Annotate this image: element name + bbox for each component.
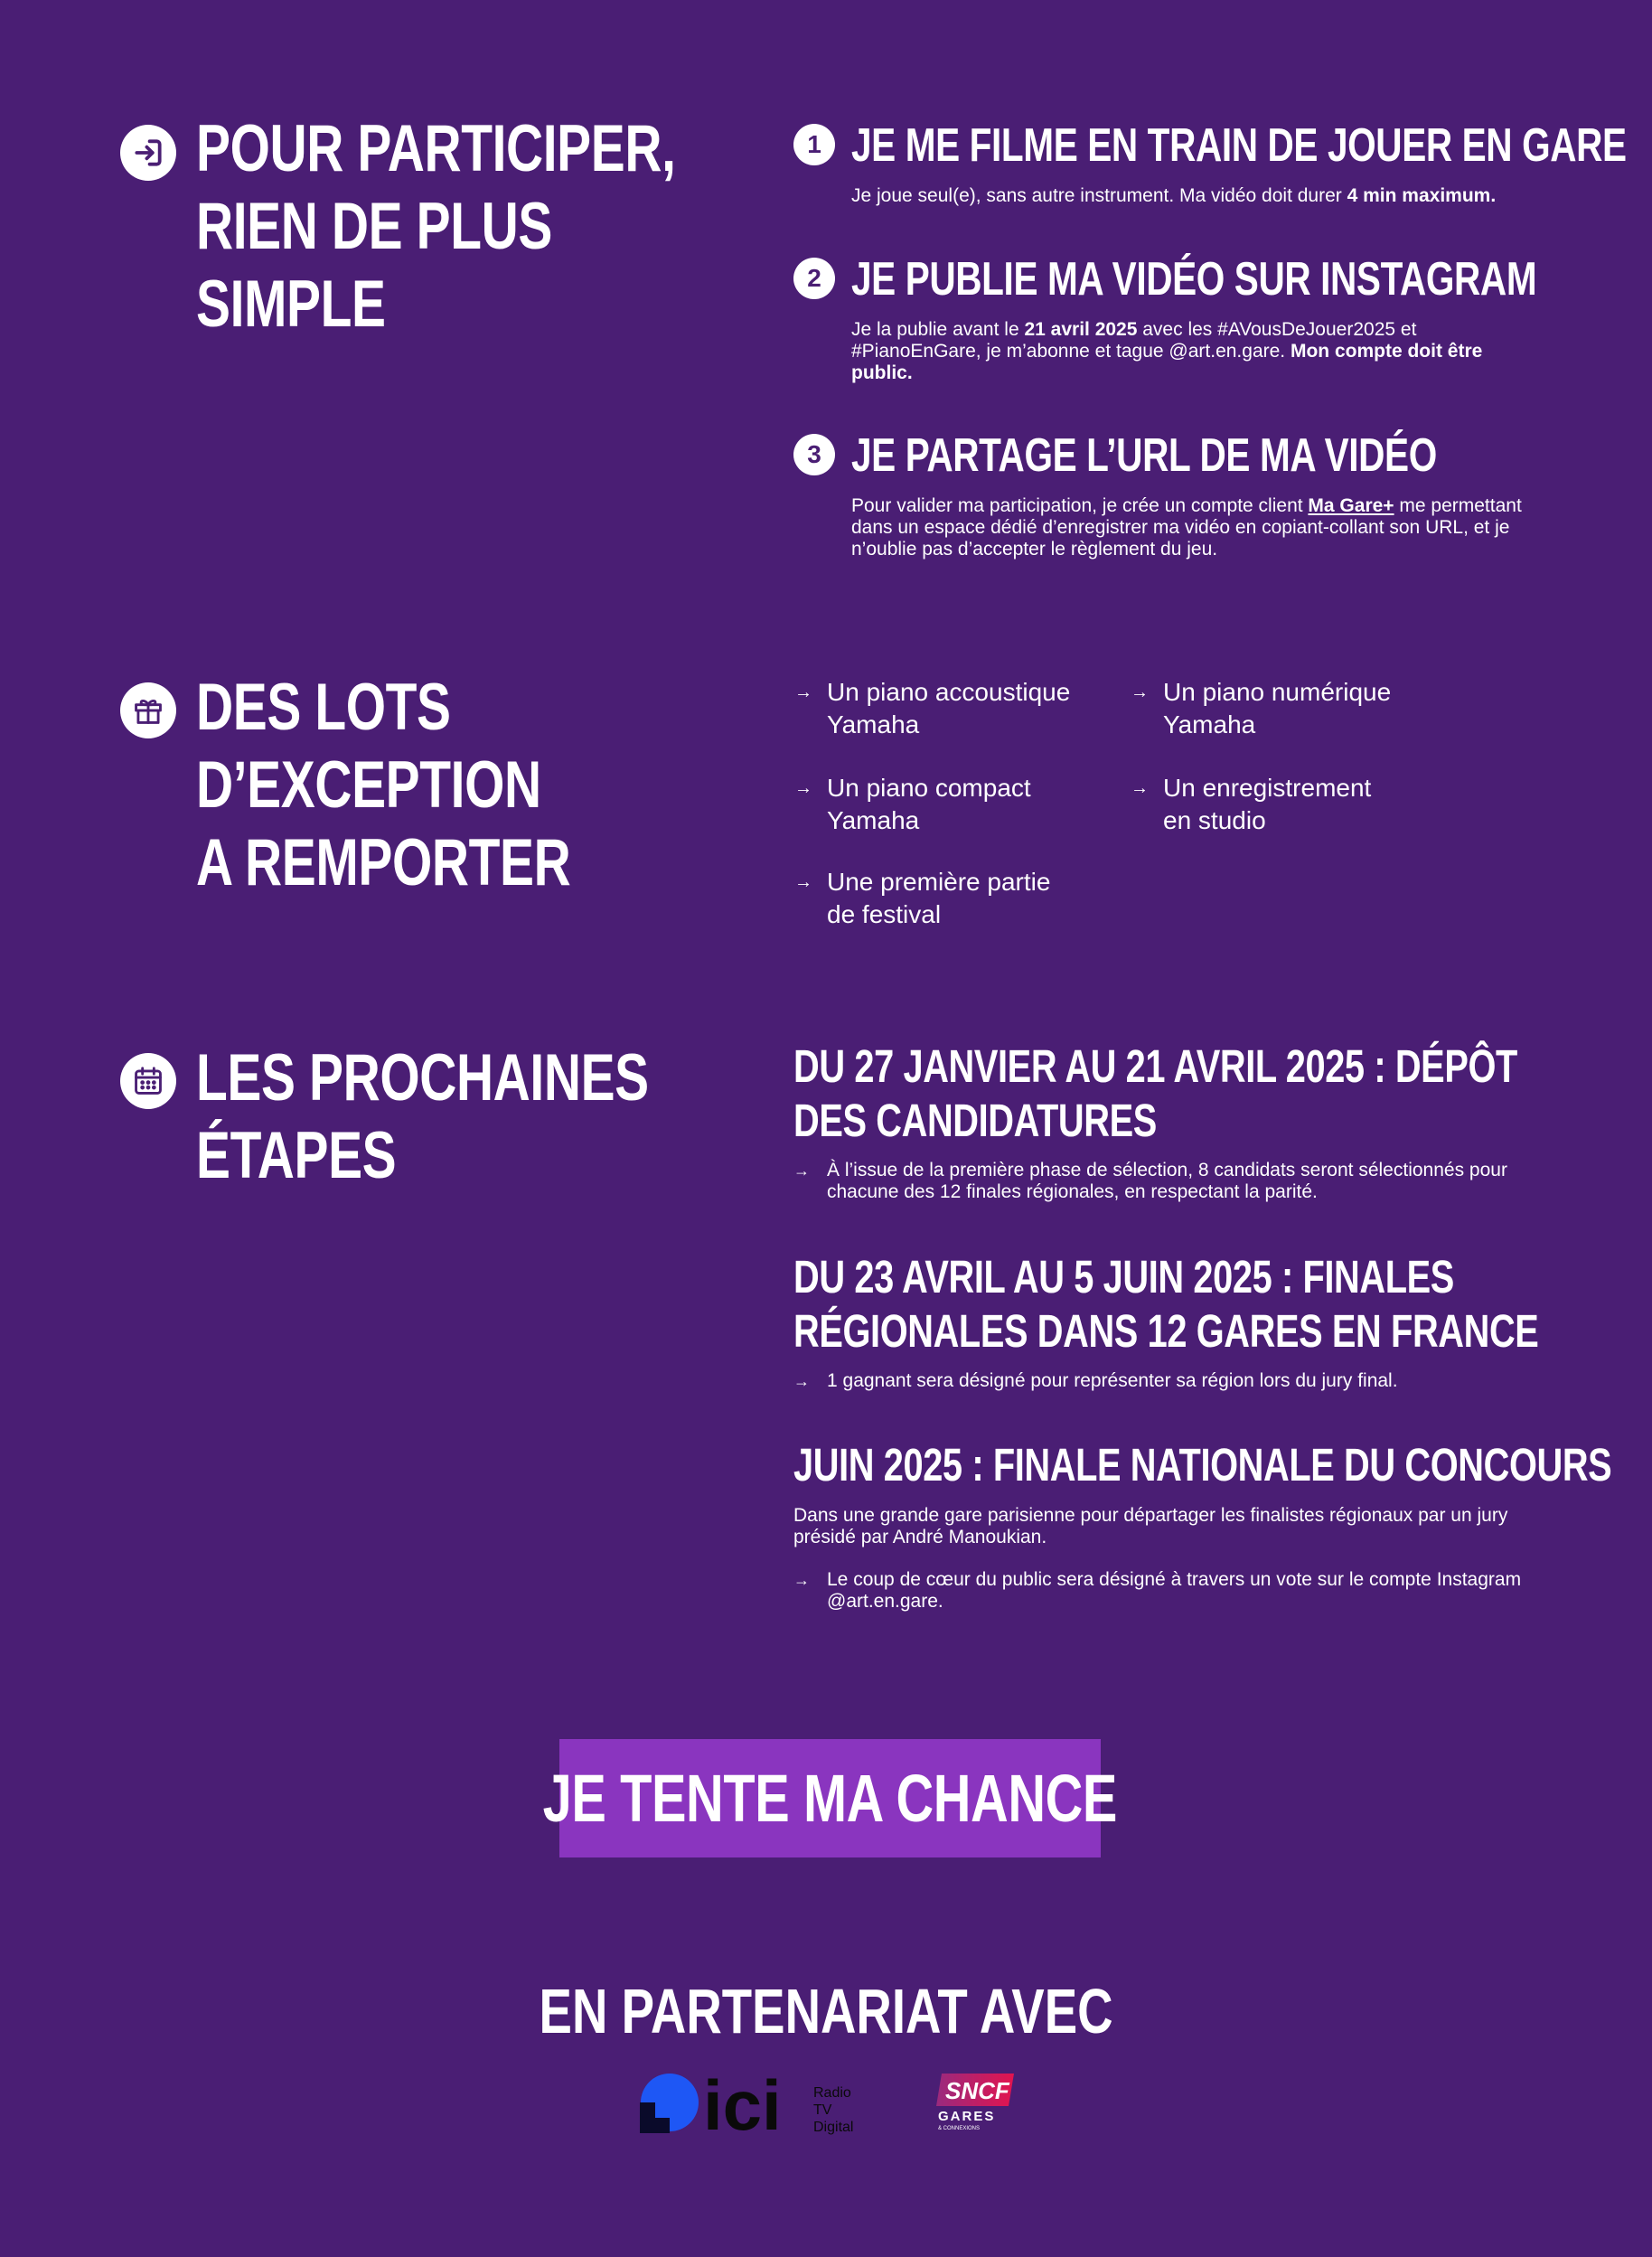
stage-text: Dans une grande gare parisienne pour départager les finalistes régionaux par un jury présidé par André Manoukian. — [793, 1505, 1508, 1547]
arrow-right-icon: → — [1131, 778, 1149, 798]
svg-text:TV: TV — [813, 2102, 832, 2118]
step-title: JE ME FILME EN TRAIN DE JOUER EN GARE — [851, 119, 1627, 172]
arrow-right-icon: → — [794, 778, 812, 798]
step-body: Je la publie avant le 21 avril 2025 avec les #AVousDeJouer2025 et #PianoEnGare, je m’abonne et tague @art.en.gare. Mon compte doit être public. — [851, 319, 1483, 383]
svg-text:Radio: Radio — [813, 2085, 851, 2101]
step-number: 1 — [793, 124, 835, 165]
ma-gare-link[interactable]: Ma Gare+ — [1308, 495, 1394, 516]
svg-text:ici: ici — [703, 2065, 782, 2145]
participate-title: POUR PARTICIPER, RIEN DE PLUS SIMPLE — [196, 112, 676, 341]
stage-title: DU 27 JANVIER AU 21 AVRIL 2025 : DÉPÔT DES CANDIDATURES — [793, 1040, 1517, 1146]
step-body: Je joue seul(e), sans autre instrument. Ma vidéo doit durer 4 min maximum. — [851, 185, 1497, 206]
sncf-gares-logo[interactable] — [936, 2070, 1018, 2133]
prizes-title: DES LOTS D’EXCEPTION A REMPORTER — [196, 671, 571, 899]
step-title: JE PARTAGE L’URL DE MA VIDÉO — [851, 429, 1437, 482]
step-number: 3 — [793, 434, 835, 475]
step-body: Pour valider ma participation, je crée un compte client Ma Gare+ me permettant dans un espace dédié d’enregistrer ma vidéo en copiant-collant son URL, et je n’oublie pas d’accepter le règlement du jeu. — [851, 495, 1522, 560]
arrow-right-icon: → — [1131, 682, 1149, 702]
cta-button[interactable] — [542, 1739, 1118, 1857]
partners-title: EN PARTENARIAT AVEC — [539, 1976, 1113, 2046]
stage-title: JUIN 2025 : FINALE NATIONALE DU CONCOURS — [793, 1439, 1612, 1491]
arrow-right-icon: → — [794, 872, 812, 892]
calendar-icon — [120, 1053, 176, 1109]
svg-text:& CONNEXIONS: & CONNEXIONS — [938, 2126, 981, 2131]
arrow-right-icon: → — [794, 682, 812, 702]
arrow-right-icon: → — [793, 1372, 810, 1390]
prize-item: → Un enregistrement en studio — [1131, 774, 1372, 834]
step-title: JE PUBLIE MA VIDÉO SUR INSTAGRAM — [851, 253, 1537, 306]
svg-text:SNCF: SNCF — [945, 2077, 1009, 2104]
login-arrow-icon — [120, 125, 176, 181]
prize-item: → Un piano numérique Yamaha — [1131, 678, 1392, 738]
svg-text:GARES: GARES — [938, 2109, 996, 2124]
arrow-right-icon: → — [793, 1571, 810, 1589]
stage-bullet: → À l’issue de la première phase de sélection, 8 candidats seront sélectionnés pour chacune des 12 finales régionales, en respectant la parité. — [793, 1160, 1507, 1202]
ici-logo[interactable] — [640, 2065, 854, 2145]
gift-icon — [120, 682, 176, 738]
prize-item: → Un piano accoustique Yamaha — [794, 678, 1071, 738]
cta-label: JE TENTE MA CHANCE — [542, 1760, 1118, 1836]
prize-item: → Une première partie de festival — [794, 868, 1051, 928]
stage-bullet: → 1 gagnant sera désigné pour représenter sa région lors du jury final. — [793, 1370, 1398, 1391]
prize-item: → Un piano compact Yamaha — [794, 774, 1031, 834]
arrow-right-icon: → — [793, 1161, 810, 1180]
timeline-title: LES PROCHAINES ÉTAPES — [196, 1041, 649, 1192]
stage-bullet: → Le coup de cœur du public sera désigné à travers un vote sur le compte Instagram @art.en.gare. — [793, 1569, 1522, 1612]
stage-title: DU 23 AVRIL AU 5 JUIN 2025 : FINALES RÉGIONALES DANS 12 GARES EN FRANCE — [793, 1251, 1539, 1357]
step-number: 2 — [793, 258, 835, 299]
svg-text:Digital: Digital — [813, 2120, 854, 2135]
